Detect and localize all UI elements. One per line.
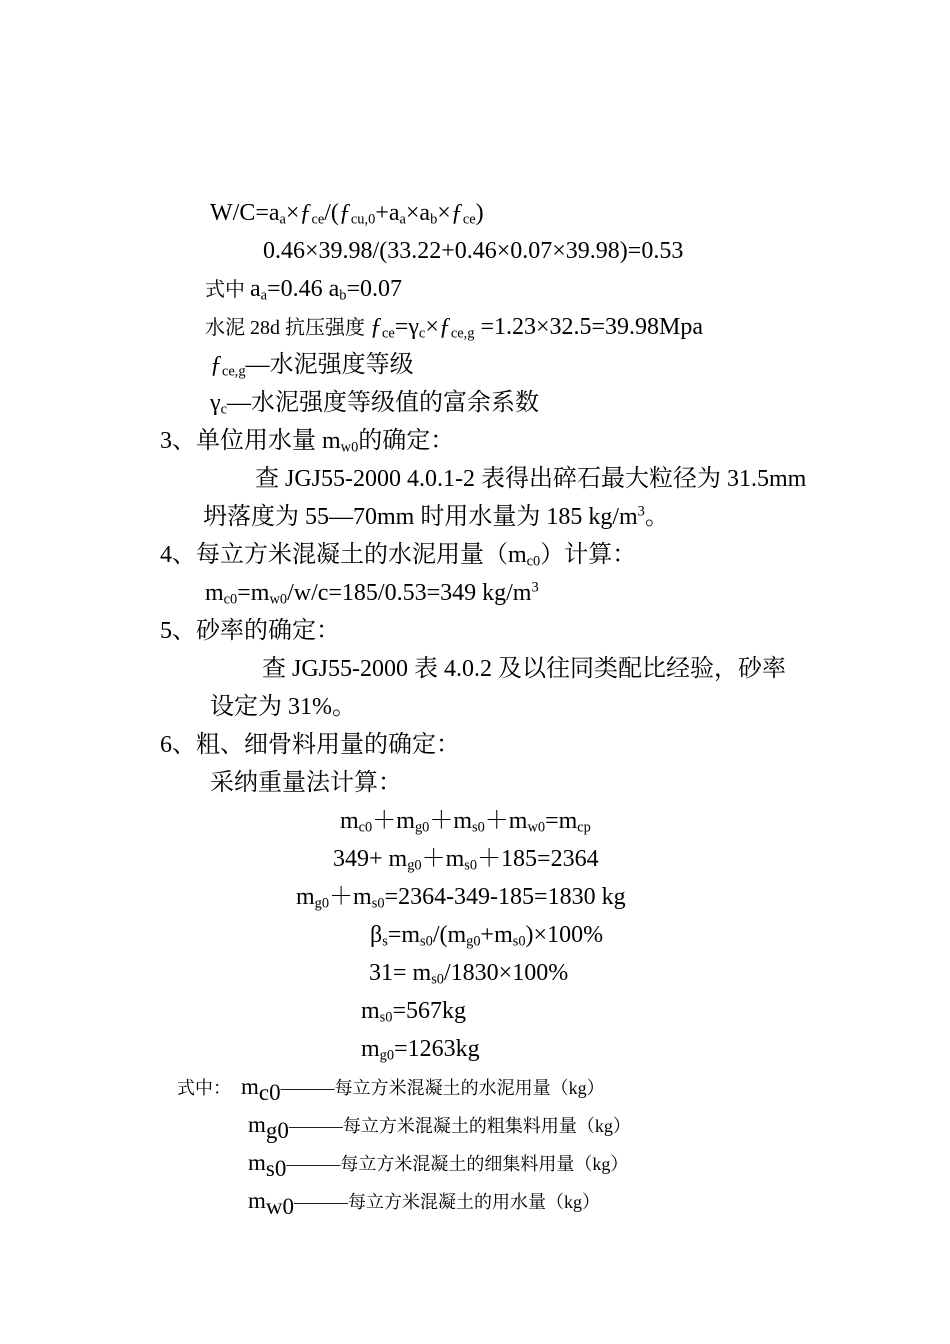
wc-formula: $W/C=a_a\times ƒ_{ce}/(ƒ_{cu,0}+a_a\times a_b\times ƒ_{ce})$ <box>210 200 484 228</box>
coefficients-line: 式中 $a_a=0.46$ $a_b=0.07$ <box>205 276 402 304</box>
sand-ratio-formula: $\beta_s=m_{s0}/(m_{g0}+m_{s0})\times 100\%$ <box>370 922 604 950</box>
section-6-heading: 6、粗、细骨料用量的确定： <box>160 732 460 758</box>
sand-result: $m_{s0}=567kg$ <box>361 998 467 1026</box>
sand-ratio-substituted: $31= m_{s0}/1830\times 100\%$ <box>369 960 569 988</box>
cement-strength-line: 水泥 28d 抗压强度 $ƒ_{ce}=\gamma_c\times ƒ_{ce,g} =1.23\times 32.5=39.98Mpa$ <box>205 314 704 342</box>
gamma-definition: $\gamma_c—$水泥强度等级值的富余系数 <box>210 390 539 418</box>
cement-amount-calc: $m_{c0}=m_{w0}/w/c=185/0.53=349$ $kg/m^3$ <box>205 579 539 608</box>
wc-calculation: 0.46×39.98/(33.22+0.46×0.07×39.98)=0.53 <box>263 238 684 264</box>
mass-balance-equation: $m_{c0}+m_{g0}+m_{s0}+m_{w0}=m_{cp}$ <box>340 808 591 836</box>
section-3-text-1: 查 JGJ55-2000 4.0.1-2 表得出碎石最大粒径为 31.5mm <box>255 466 807 492</box>
legend-s0: $m_{s0}———$每立方米混凝土的细集料用量（kg） <box>248 1150 629 1181</box>
aggregate-total: $m_{g0}+m_{s0}=2364-349-185=1830$ kg <box>296 884 626 912</box>
legend-g0: $m_{g0}———$每立方米混凝土的粗集料用量（kg） <box>248 1112 631 1143</box>
mass-balance-substituted: $349+ m_{g0}+m_{s0}+185=2364$ <box>333 846 599 874</box>
section-5-heading: 5、砂率的确定： <box>160 618 340 644</box>
section-5-text-1: 查 JGJ55-2000 表 4.0.2 及以往同类配比经验，砂率 <box>262 656 787 682</box>
gravel-result: $m_{g0}=1263kg$ <box>361 1036 480 1064</box>
section-3-heading: 3、单位用水量 $m_{w0}$的确定： <box>160 428 455 456</box>
fceg-definition: $ƒ_{ce,g}—$水泥强度等级 <box>210 352 414 380</box>
weight-method-label: 采纳重量法计算： <box>210 770 402 796</box>
section-5-text-2: 设定为 31%。 <box>210 694 356 720</box>
legend-w0: $m_{w0}———$每立方米混凝土的用水量（kg） <box>248 1188 601 1219</box>
section-4-heading: 4、每立方米混凝土的水泥用量$(m_{c0})$计算： <box>160 542 637 570</box>
legend-c0: 式中： $m_{c0}———$每立方米混凝土的水泥用量（kg） <box>177 1074 605 1105</box>
section-3-text-2: 坍落度为 55—70mm 时用水量为 185 $kg/m^3$。 <box>203 503 669 530</box>
